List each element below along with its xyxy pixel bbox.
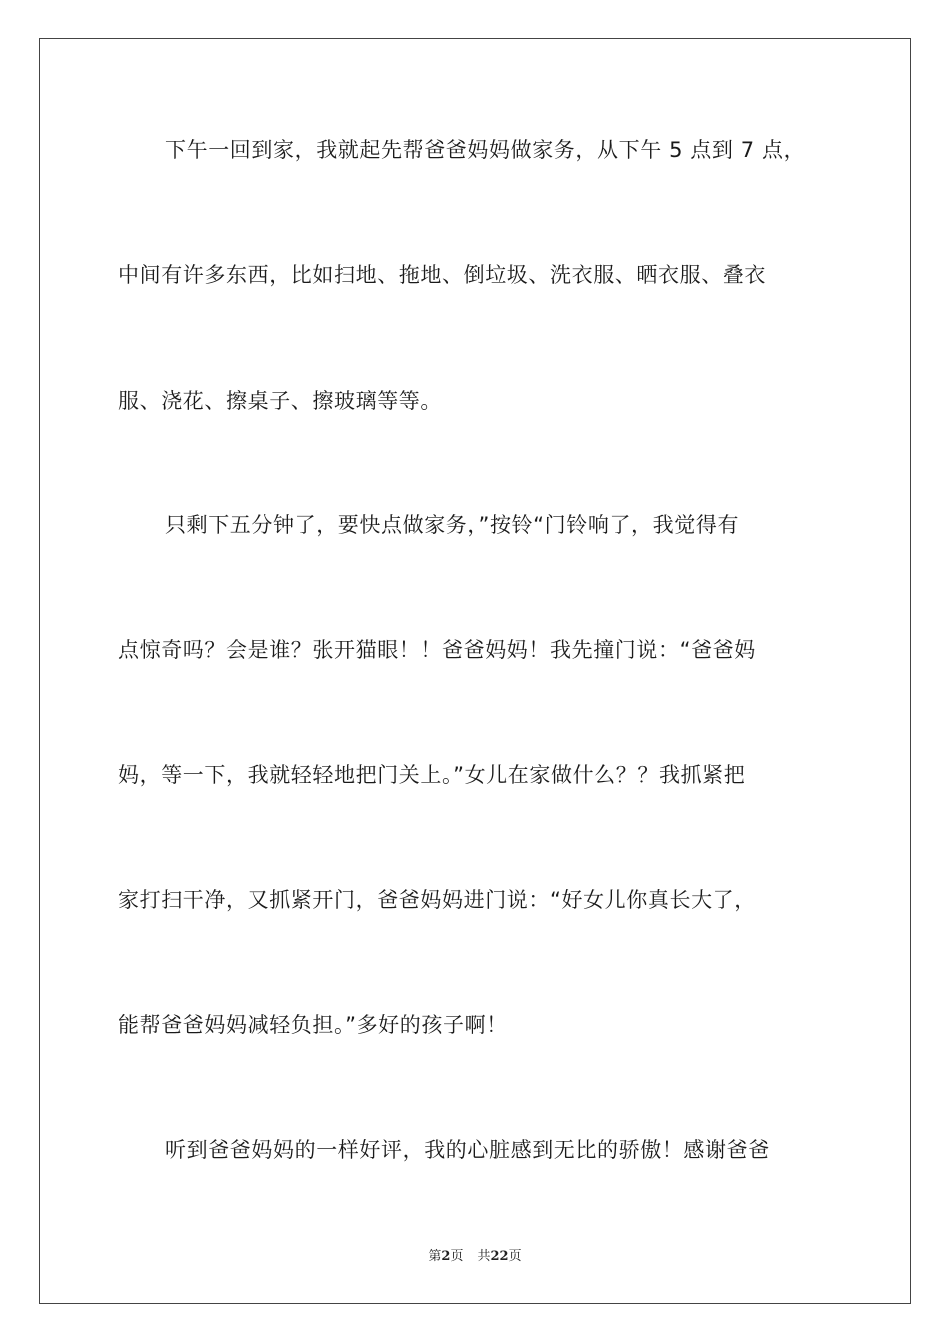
- total-prefix: 共: [477, 1249, 491, 1264]
- paragraph-line: 妈，等一下，我就轻轻地把门关上。”女儿在家做什么？？我抓紧把: [118, 763, 746, 787]
- total-pages: 22: [490, 1249, 509, 1264]
- total-unit: 页: [508, 1249, 522, 1264]
- page-prefix: 第: [428, 1249, 442, 1264]
- paragraph-line: 中间有许多东西，比如扫地、拖地、倒垃圾、洗衣服、晒衣服、叠衣: [118, 263, 766, 287]
- paragraph-line: 下午一回到家，我就起先帮爸爸妈妈做家务，从下午 5 点到 7 点，: [165, 138, 806, 162]
- page-footer: [0, 1248, 950, 1266]
- paragraph-line: 能帮爸爸妈妈减轻负担。”多好的孩子啊！: [118, 1013, 508, 1037]
- paragraph-line: 服、浇花、擦桌子、擦玻璃等等。: [118, 389, 442, 413]
- paragraph-line: 听到爸爸妈妈的一样好评，我的心脏感到无比的骄傲！感谢爸爸: [165, 1138, 770, 1162]
- paragraph-line: 点惊奇吗？会是谁？张开猫眼！！爸爸妈妈！我先撞门说：“爸爸妈: [118, 638, 756, 662]
- paragraph-line: 只剩下五分钟了，要快点做家务，”按铃“门铃响了，我觉得有: [165, 513, 740, 537]
- page-unit: 页: [450, 1249, 464, 1264]
- page-border: [39, 38, 911, 1304]
- page-number: 2: [441, 1249, 451, 1264]
- paragraph-line: 家打扫干净，又抓紧开门，爸爸妈妈进门说：“好女儿你真长大了，: [118, 888, 756, 912]
